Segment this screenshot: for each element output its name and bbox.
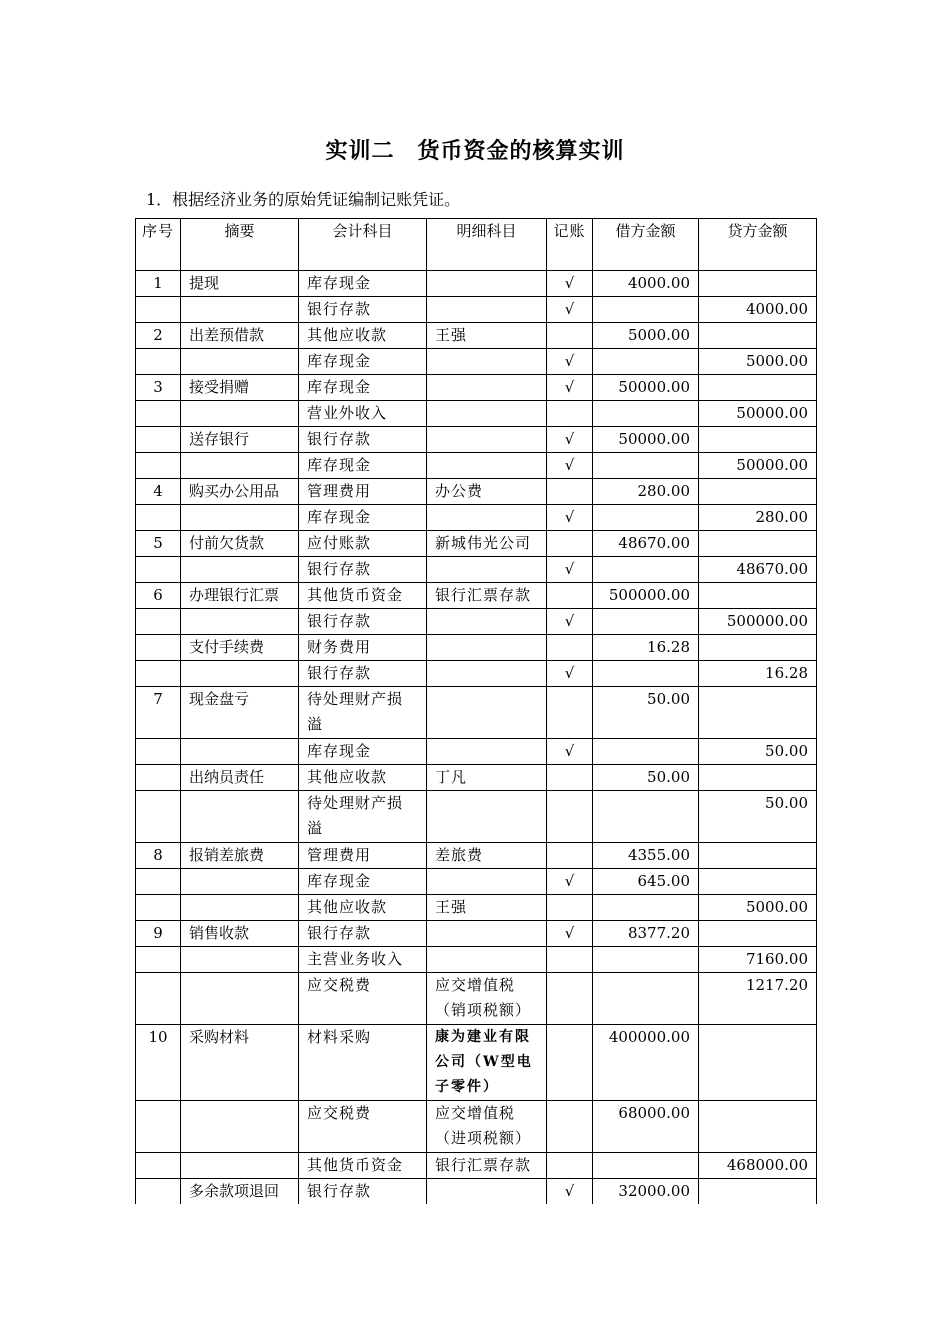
table-row <box>136 323 817 349</box>
cell-seq <box>136 765 181 791</box>
cell-account: 银行存款 <box>299 609 427 635</box>
cell-credit: 16.28 <box>699 661 817 687</box>
cell-debit: 280.00 <box>593 479 699 505</box>
cell-debit: 48670.00 <box>593 531 699 557</box>
cell-account: 库存现金 <box>299 869 427 895</box>
cell-detail <box>427 947 547 973</box>
table-row <box>136 635 817 661</box>
cell-summary <box>181 661 299 687</box>
cell-credit <box>699 479 817 505</box>
cell-seq <box>136 661 181 687</box>
cell-summary: 办理银行汇票 <box>181 583 299 609</box>
table-row <box>136 1101 817 1153</box>
cell-posted <box>547 973 593 1025</box>
cell-account: 其他货币资金 <box>299 583 427 609</box>
cell-credit <box>699 427 817 453</box>
table-row <box>136 661 817 687</box>
cell-detail: 应交增值税（销项税额） <box>427 973 547 1025</box>
cell-credit <box>699 375 817 401</box>
table-header-row <box>136 219 817 271</box>
cell-posted: √ <box>547 557 593 583</box>
cell-seq <box>136 557 181 583</box>
cell-credit <box>699 271 817 297</box>
cell-posted <box>547 1101 593 1153</box>
cell-credit <box>699 765 817 791</box>
cell-debit: 50.00 <box>593 687 699 739</box>
cell-credit: 468000.00 <box>699 1153 817 1179</box>
cell-seq <box>136 1179 181 1205</box>
table-row <box>136 947 817 973</box>
page-title: 实训二 货币资金的核算实训 <box>325 139 625 164</box>
header-seq: 序号 <box>136 219 181 271</box>
cell-debit: 68000.00 <box>593 1101 699 1153</box>
cell-posted: √ <box>547 427 593 453</box>
cell-detail: 丁凡 <box>427 765 547 791</box>
cell-summary <box>181 453 299 479</box>
cell-posted <box>547 895 593 921</box>
cell-posted <box>547 583 593 609</box>
cell-summary: 支付手续费 <box>181 635 299 661</box>
cell-seq <box>136 791 181 843</box>
cell-credit <box>699 1179 817 1205</box>
cell-posted: √ <box>547 453 593 479</box>
cell-detail: 办公费 <box>427 479 547 505</box>
cell-seq <box>136 505 181 531</box>
cell-credit: 50.00 <box>699 791 817 843</box>
cell-account: 库存现金 <box>299 271 427 297</box>
cell-seq: 5 <box>136 531 181 557</box>
header-posted: 记账 <box>547 219 593 271</box>
cell-credit <box>699 635 817 661</box>
cell-credit <box>699 1025 817 1101</box>
cell-seq: 8 <box>136 843 181 869</box>
cell-seq <box>136 973 181 1025</box>
cell-seq <box>136 947 181 973</box>
cell-posted: √ <box>547 349 593 375</box>
instruction-text: 1．根据经济业务的原始凭证编制记账凭证。 <box>146 190 461 209</box>
cell-detail: 康为建业有限公司（W型电子零件） <box>427 1025 547 1101</box>
table-row <box>136 843 817 869</box>
cell-account: 银行存款 <box>299 427 427 453</box>
cell-debit <box>593 557 699 583</box>
cell-debit: 50.00 <box>593 765 699 791</box>
cell-account: 银行存款 <box>299 557 427 583</box>
cell-detail <box>427 557 547 583</box>
cell-seq <box>136 453 181 479</box>
cell-summary: 出纳员责任 <box>181 765 299 791</box>
cell-seq <box>136 1101 181 1153</box>
cell-detail <box>427 271 547 297</box>
cell-posted <box>547 479 593 505</box>
cell-detail <box>427 401 547 427</box>
cell-posted <box>547 947 593 973</box>
cell-debit: 400000.00 <box>593 1025 699 1101</box>
cell-credit <box>699 921 817 947</box>
table-row <box>136 765 817 791</box>
cell-credit <box>699 843 817 869</box>
cell-seq <box>136 609 181 635</box>
cell-detail: 王强 <box>427 323 547 349</box>
cell-summary: 购买办公用品 <box>181 479 299 505</box>
cell-seq <box>136 349 181 375</box>
cell-account: 银行存款 <box>299 1179 427 1205</box>
cell-account: 库存现金 <box>299 739 427 765</box>
cell-account: 财务费用 <box>299 635 427 661</box>
cell-detail <box>427 921 547 947</box>
cell-summary: 现金盘亏 <box>181 687 299 739</box>
table-row <box>136 531 817 557</box>
cell-debit: 500000.00 <box>593 583 699 609</box>
cell-detail <box>427 349 547 375</box>
cell-summary: 接受捐赠 <box>181 375 299 401</box>
cell-account: 其他应收款 <box>299 895 427 921</box>
cell-detail <box>427 1179 547 1205</box>
cell-account: 库存现金 <box>299 453 427 479</box>
cell-posted <box>547 687 593 739</box>
cell-debit: 5000.00 <box>593 323 699 349</box>
cell-debit <box>593 453 699 479</box>
voucher-table <box>135 218 817 1204</box>
cell-detail <box>427 661 547 687</box>
table-row <box>136 453 817 479</box>
cell-summary: 销售收款 <box>181 921 299 947</box>
table-row <box>136 791 817 843</box>
cell-summary: 采购材料 <box>181 1025 299 1101</box>
cell-account: 应交税费 <box>299 973 427 1025</box>
cell-summary: 付前欠货款 <box>181 531 299 557</box>
cell-detail <box>427 609 547 635</box>
cell-posted: √ <box>547 505 593 531</box>
cell-detail: 银行汇票存款 <box>427 583 547 609</box>
cell-credit <box>699 531 817 557</box>
cell-account: 库存现金 <box>299 349 427 375</box>
cell-posted <box>547 1153 593 1179</box>
cell-posted <box>547 1025 593 1101</box>
cell-detail <box>427 375 547 401</box>
table-row <box>136 921 817 947</box>
cell-summary <box>181 401 299 427</box>
cell-summary <box>181 895 299 921</box>
cell-posted: √ <box>547 739 593 765</box>
cell-detail: 应交增值税（进项税额） <box>427 1101 547 1153</box>
cell-detail <box>427 505 547 531</box>
cell-seq <box>136 1153 181 1179</box>
cell-posted: √ <box>547 271 593 297</box>
cell-debit <box>593 609 699 635</box>
cell-summary <box>181 505 299 531</box>
header-debit: 借方金额 <box>593 219 699 271</box>
cell-summary <box>181 557 299 583</box>
cell-debit <box>593 297 699 323</box>
cell-seq <box>136 869 181 895</box>
cell-posted: √ <box>547 1179 593 1205</box>
cell-summary: 报销差旅费 <box>181 843 299 869</box>
cell-debit: 8377.20 <box>593 921 699 947</box>
cell-credit: 50000.00 <box>699 401 817 427</box>
cell-debit <box>593 739 699 765</box>
cell-debit <box>593 973 699 1025</box>
cell-debit: 50000.00 <box>593 427 699 453</box>
cell-detail: 王强 <box>427 895 547 921</box>
cell-account: 主营业务收入 <box>299 947 427 973</box>
header-credit: 贷方金额 <box>699 219 817 271</box>
cell-account: 营业外收入 <box>299 401 427 427</box>
cell-credit: 1217.20 <box>699 973 817 1025</box>
cell-debit: 4355.00 <box>593 843 699 869</box>
cell-account: 其他应收款 <box>299 323 427 349</box>
table-row <box>136 609 817 635</box>
cell-posted: √ <box>547 609 593 635</box>
table-row <box>136 973 817 1025</box>
cell-summary <box>181 297 299 323</box>
cell-summary: 多余款项退回 <box>181 1179 299 1205</box>
cell-account: 库存现金 <box>299 505 427 531</box>
table-row <box>136 1153 817 1179</box>
cell-credit: 280.00 <box>699 505 817 531</box>
cell-detail <box>427 687 547 739</box>
table-row <box>136 349 817 375</box>
cell-summary: 提现 <box>181 271 299 297</box>
cell-credit: 50.00 <box>699 739 817 765</box>
cell-account: 应交税费 <box>299 1101 427 1153</box>
cell-detail: 银行汇票存款 <box>427 1153 547 1179</box>
cell-account: 其他货币资金 <box>299 1153 427 1179</box>
cell-seq: 6 <box>136 583 181 609</box>
header-account: 会计科目 <box>299 219 427 271</box>
cell-debit <box>593 661 699 687</box>
cell-detail: 差旅费 <box>427 843 547 869</box>
cell-credit <box>699 323 817 349</box>
header-summary: 摘要 <box>181 219 299 271</box>
cell-credit <box>699 869 817 895</box>
cell-debit <box>593 349 699 375</box>
cell-posted <box>547 401 593 427</box>
cell-seq: 1 <box>136 271 181 297</box>
cell-account: 银行存款 <box>299 661 427 687</box>
cell-posted <box>547 843 593 869</box>
table-row <box>136 1179 817 1205</box>
cell-seq: 10 <box>136 1025 181 1101</box>
cell-credit: 500000.00 <box>699 609 817 635</box>
table-row <box>136 401 817 427</box>
cell-detail <box>427 297 547 323</box>
cell-summary <box>181 869 299 895</box>
cell-debit: 645.00 <box>593 869 699 895</box>
table-row <box>136 739 817 765</box>
cell-debit: 16.28 <box>593 635 699 661</box>
cell-posted: √ <box>547 869 593 895</box>
table-row <box>136 687 817 739</box>
cell-account: 应付账款 <box>299 531 427 557</box>
cell-posted <box>547 531 593 557</box>
cell-debit <box>593 947 699 973</box>
cell-credit <box>699 1101 817 1153</box>
cell-seq: 3 <box>136 375 181 401</box>
cell-posted <box>547 791 593 843</box>
cell-account: 待处理财产损溢 <box>299 687 427 739</box>
cell-credit: 7160.00 <box>699 947 817 973</box>
cell-detail <box>427 427 547 453</box>
cell-summary <box>181 609 299 635</box>
cell-posted: √ <box>547 921 593 947</box>
header-detail: 明细科目 <box>427 219 547 271</box>
cell-seq <box>136 739 181 765</box>
table-row <box>136 479 817 505</box>
table-row <box>136 557 817 583</box>
cell-detail <box>427 791 547 843</box>
cell-summary <box>181 973 299 1025</box>
table-row <box>136 297 817 323</box>
cell-detail <box>427 869 547 895</box>
cell-debit <box>593 895 699 921</box>
table-row <box>136 1025 817 1101</box>
cell-account: 银行存款 <box>299 921 427 947</box>
cell-credit: 4000.00 <box>699 297 817 323</box>
cell-summary <box>181 791 299 843</box>
cell-posted: √ <box>547 297 593 323</box>
table-row <box>136 583 817 609</box>
cell-summary: 出差预借款 <box>181 323 299 349</box>
cell-seq <box>136 427 181 453</box>
cell-detail: 新城伟光公司 <box>427 531 547 557</box>
cell-debit <box>593 401 699 427</box>
cell-posted <box>547 635 593 661</box>
cell-credit <box>699 687 817 739</box>
cell-account: 材料采购 <box>299 1025 427 1101</box>
cell-credit <box>699 583 817 609</box>
cell-seq <box>136 895 181 921</box>
cell-account: 待处理财产损溢 <box>299 791 427 843</box>
cell-seq: 4 <box>136 479 181 505</box>
cell-seq <box>136 401 181 427</box>
cell-detail <box>427 739 547 765</box>
cell-detail <box>427 453 547 479</box>
cell-posted <box>547 765 593 791</box>
cell-summary <box>181 947 299 973</box>
cell-account: 库存现金 <box>299 375 427 401</box>
cell-posted: √ <box>547 661 593 687</box>
cell-summary <box>181 739 299 765</box>
cell-debit: 4000.00 <box>593 271 699 297</box>
cell-credit: 5000.00 <box>699 349 817 375</box>
cell-account: 其他应收款 <box>299 765 427 791</box>
cell-credit: 50000.00 <box>699 453 817 479</box>
cell-debit: 50000.00 <box>593 375 699 401</box>
cell-debit: 32000.00 <box>593 1179 699 1205</box>
cell-debit <box>593 1153 699 1179</box>
cell-credit: 5000.00 <box>699 895 817 921</box>
cell-seq: 7 <box>136 687 181 739</box>
cell-seq: 2 <box>136 323 181 349</box>
table-row <box>136 375 817 401</box>
cell-account: 银行存款 <box>299 297 427 323</box>
cell-seq <box>136 297 181 323</box>
table-row <box>136 895 817 921</box>
table-row <box>136 505 817 531</box>
cell-seq <box>136 635 181 661</box>
cell-debit <box>593 505 699 531</box>
cell-summary <box>181 349 299 375</box>
cell-posted <box>547 323 593 349</box>
table-row <box>136 869 817 895</box>
cell-account: 管理费用 <box>299 479 427 505</box>
cell-seq: 9 <box>136 921 181 947</box>
cell-credit: 48670.00 <box>699 557 817 583</box>
cell-summary <box>181 1153 299 1179</box>
cell-debit <box>593 791 699 843</box>
cell-detail <box>427 635 547 661</box>
cell-account: 管理费用 <box>299 843 427 869</box>
cell-summary: 送存银行 <box>181 427 299 453</box>
cell-summary <box>181 1101 299 1153</box>
table-row <box>136 427 817 453</box>
table-row <box>136 271 817 297</box>
cell-posted: √ <box>547 375 593 401</box>
